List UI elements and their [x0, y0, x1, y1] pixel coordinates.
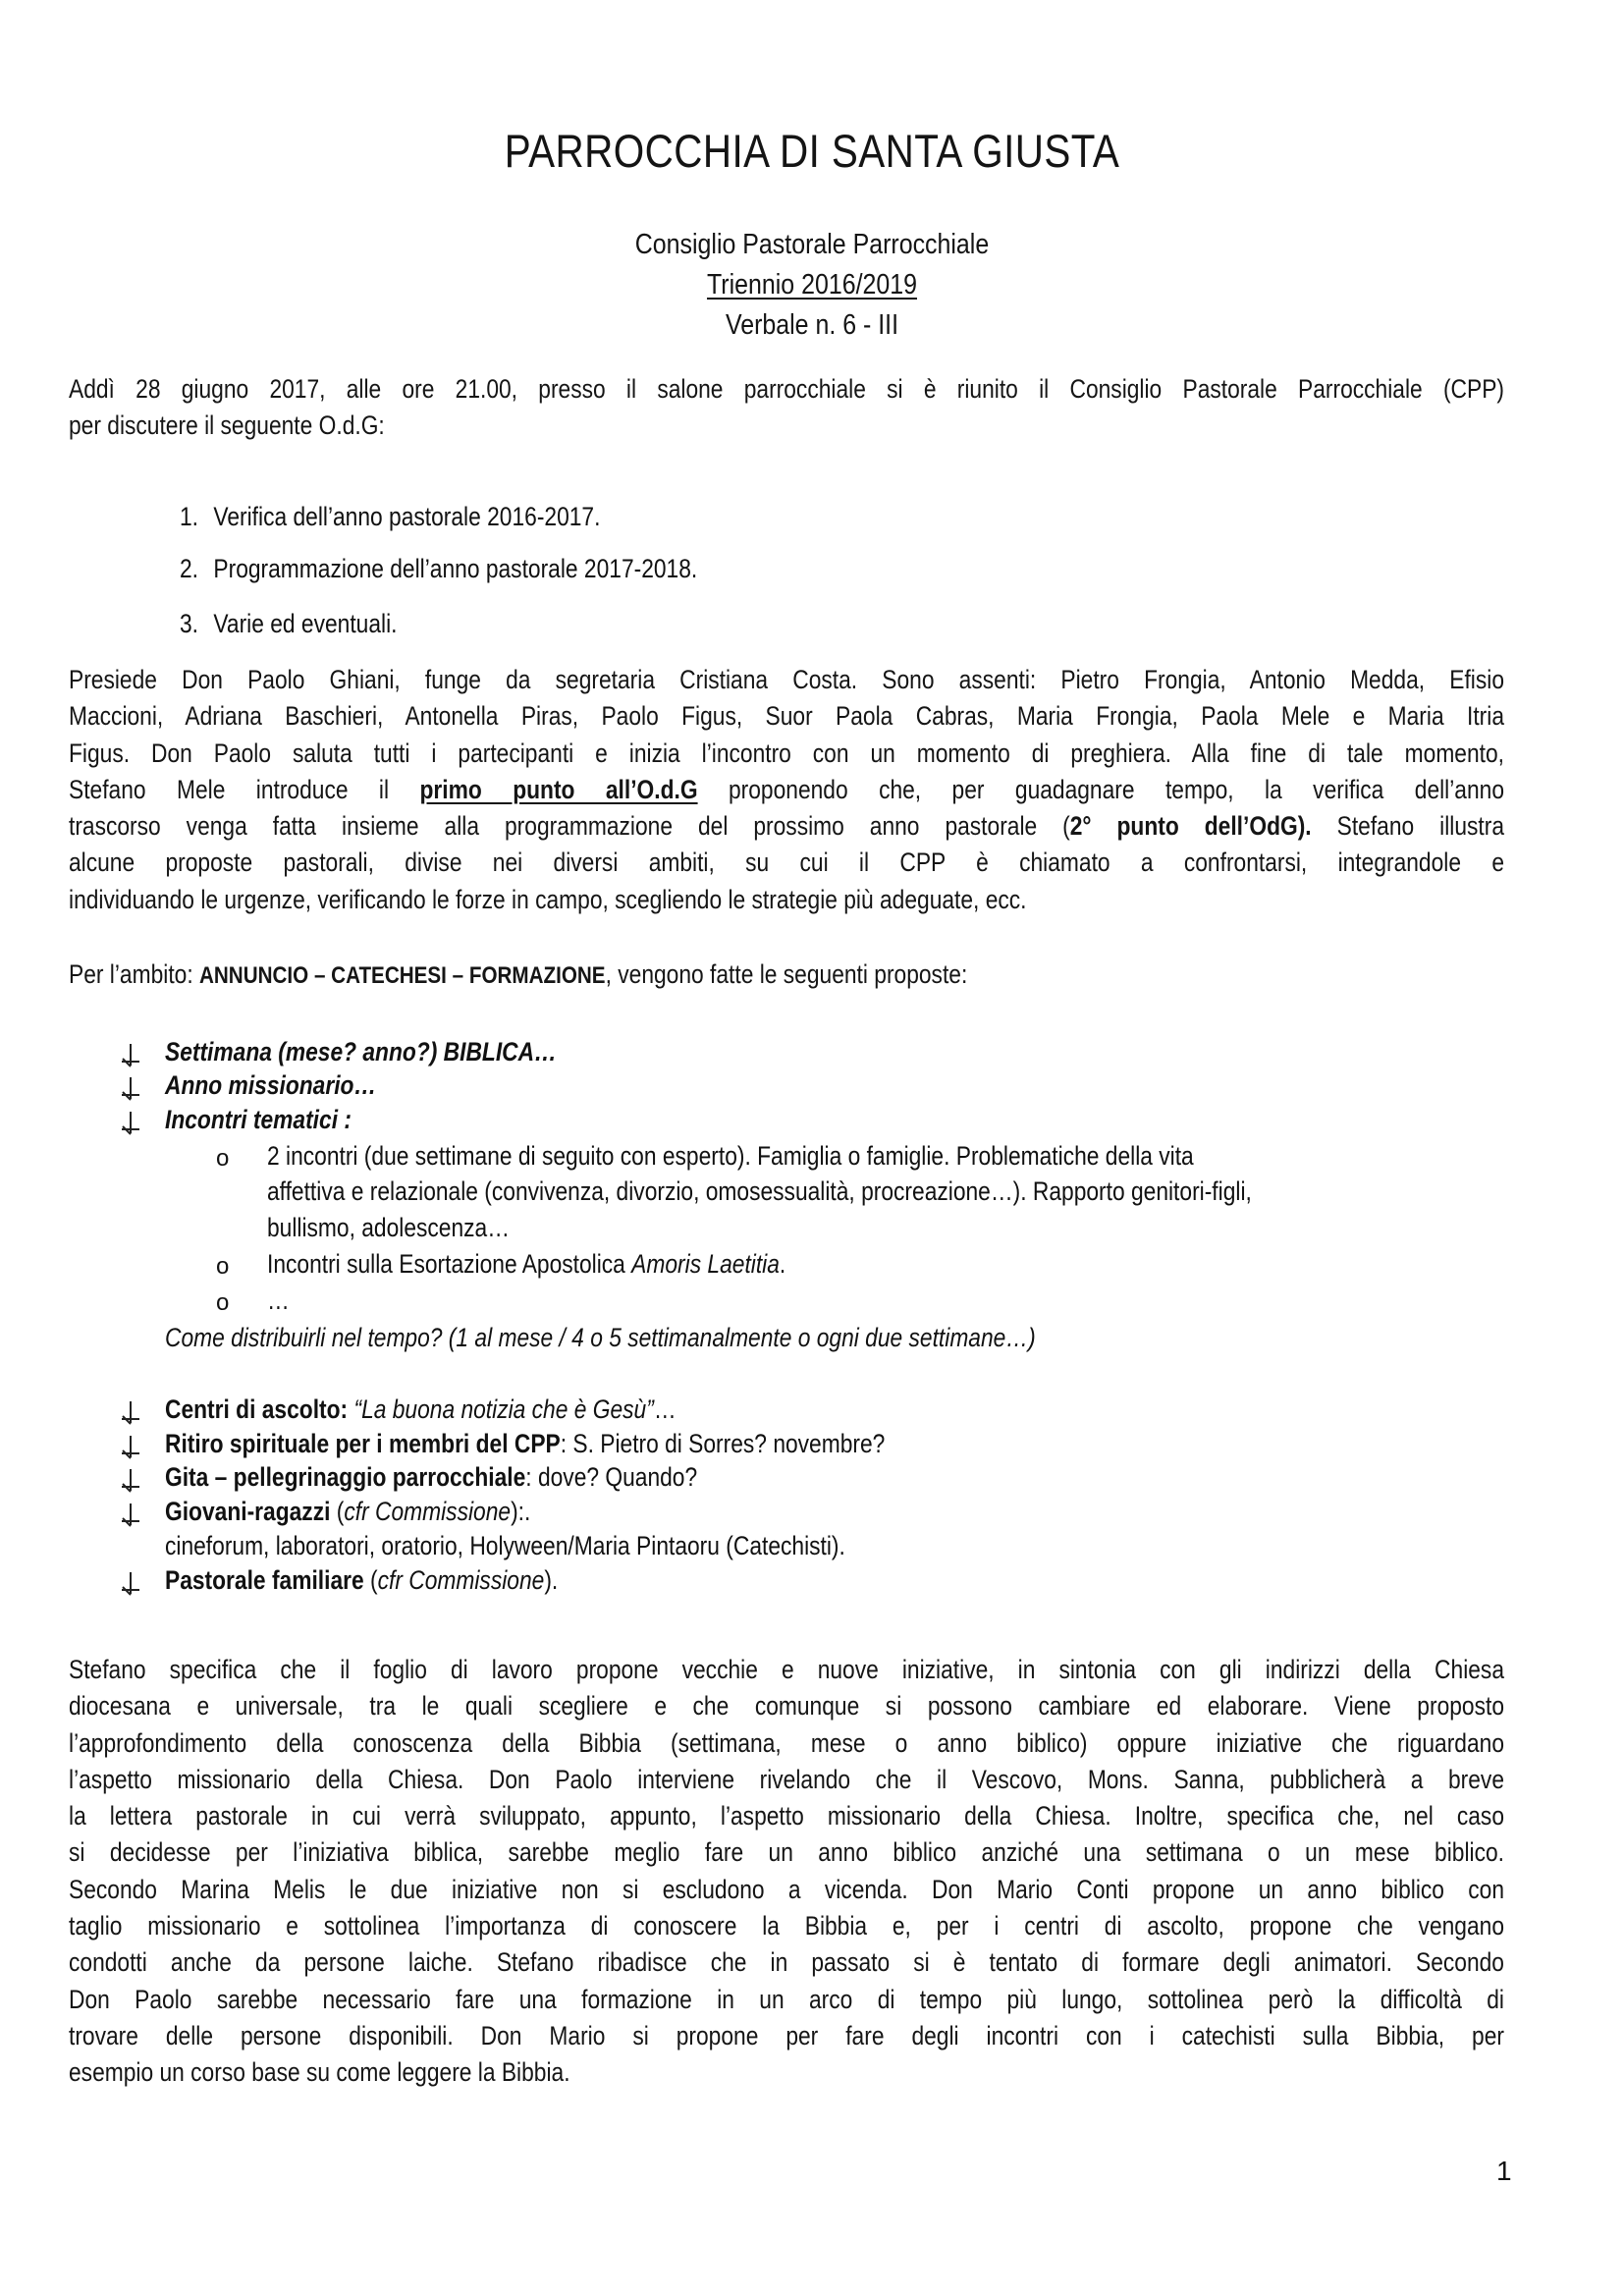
- hollow-circle-bullet-icon: o: [216, 1289, 230, 1316]
- agenda-label: Varie ed eventuali.: [213, 609, 398, 638]
- triennium: [114, 269, 1510, 301]
- paragraph-line: l’approfondimento della conoscenza della Bibbia (settimana, mese o anno biblico) oppure iniziative che riguardano: [69, 1727, 1504, 1758]
- paragraph-line: Stefano specifica che il foglio di lavoro propone vecchie e nuove iniziative, in sintonia con gli indirizzi della Chiesa: [69, 1655, 1504, 1684]
- sub-item-line: …: [267, 1285, 290, 1315]
- proposal-item: [165, 1105, 352, 1135]
- agenda-item: [180, 609, 398, 639]
- first-agenda-point-emphasis: primo punto all’O.d.G: [419, 774, 698, 804]
- paragraph-line: Maccioni, Adriana Baschieri, Antonella Piras, Paolo Figus, Suor Paola Cabras, Maria Frongia, Paola Mele e Maria Itria: [69, 701, 1504, 732]
- text-run: : dove? Quando?: [525, 1462, 698, 1492]
- down-arrow-bullet-icon: [120, 1571, 141, 1597]
- paragraph-line: [69, 808, 1504, 845]
- proposal-item: [165, 1394, 677, 1425]
- agenda-label: Verifica dell’anno pastorale 2016-2017.: [213, 502, 601, 531]
- paragraph-line: diocesana e universale, tra le quali scegliere e che comunque si possono cambiare ed elaborare. Viene proposto: [69, 1691, 1504, 1722]
- proposal-item: [165, 1037, 557, 1067]
- paragraph-line: taglio missionario e sottolinea l’importanza di conoscere la Bibbia e, per i centri di ascolto, propone che vengano: [69, 1911, 1504, 1941]
- sub-item-line: affettiva e relazionale (convivenza, divorzio, omosessualità, procreazione…). Rapporto genitori-figli,: [267, 1176, 1252, 1206]
- paragraph-line: [69, 772, 1504, 808]
- ambito-name: ANNUNCIO – CATECHESI – FORMAZIONE: [198, 962, 606, 989]
- text-run: …: [653, 1394, 677, 1424]
- text-run: ).: [544, 1565, 559, 1595]
- hollow-circle-bullet-icon: o: [216, 1145, 230, 1172]
- hollow-circle-bullet-icon: o: [216, 1253, 230, 1280]
- paragraph-line: Don Paolo sarebbe necessario fare una formazione in un arco di tempo più lungo, sottolinea però la difficoltà di: [69, 1984, 1504, 2014]
- page-number: 1: [1496, 2156, 1512, 2186]
- proposal-label: Settimana (mese? anno?) BIBLICA…: [165, 1037, 557, 1066]
- text-run: Stefano illustra: [1311, 811, 1505, 842]
- text-run: , vengono fatte le seguenti proposte:: [605, 959, 968, 989]
- proposal-item: [165, 1462, 697, 1493]
- proposal-continuation: cineforum, laboratori, oratorio, Holyween/Maria Pintaoru (Catechisti).: [165, 1531, 845, 1560]
- down-arrow-bullet-icon: [120, 1111, 141, 1136]
- paragraph-line: l’aspetto missionario della Chiesa. Don Paolo interviene rivelando che il Vescovo, Mons. Sanna, pubblicherà a breve: [69, 1764, 1504, 1794]
- down-arrow-bullet-icon: [120, 1043, 141, 1068]
- proposal-item: [165, 1497, 530, 1527]
- text-run: proponendo che, per guadagnare tempo, la verifica dell’anno: [728, 774, 1505, 804]
- reference-italic: cfr Commissione: [344, 1497, 512, 1526]
- paragraph-line: esempio un corso base su come leggere la Bibbia.: [69, 2057, 570, 2088]
- intro-paragraph: [69, 371, 1504, 445]
- text-run: : S. Pietro di Sorres? novembre?: [560, 1429, 886, 1458]
- proposal-item: [165, 1565, 558, 1596]
- paragraph-line: Figus. Don Paolo saluta tutti i partecipanti e inizia l’incontro con un momento di preghiera. Alla fine di tale momento,: [69, 738, 1504, 768]
- down-arrow-bullet-icon: [120, 1503, 141, 1528]
- text-run: Incontri sulla Esortazione Apostolica: [267, 1249, 632, 1279]
- down-arrow-bullet-icon: [120, 1435, 141, 1460]
- paragraph-line: alcune proposte pastorali, divise nei diversi ambiti, su cui il CPP è chiamato a confrontarsi, integrandole e: [69, 847, 1504, 878]
- proposal-label: Giovani-ragazzi: [165, 1497, 331, 1526]
- proposal-label: Anno missionario…: [165, 1070, 377, 1100]
- triennium-text: Triennio 2016/2019: [706, 269, 918, 301]
- proposal-item: [165, 1429, 885, 1459]
- proposal-label: Ritiro spirituale per i membri del CPP: [165, 1429, 561, 1458]
- paragraph-line: la lettera pastorale in cui verrà sviluppato, appunto, l’aspetto missionario della Chiesa. Inoltre, specifica che, nel caso: [69, 1801, 1504, 1831]
- agenda-label: Programmazione dell’anno pastorale 2017-2018.: [213, 554, 698, 583]
- sub-item-line: 2 incontri (due settimane di seguito con esperto). Famiglia o famiglie. Problematiche della vita: [267, 1141, 1194, 1171]
- attendance-paragraph: [69, 662, 1504, 918]
- text-run: (: [330, 1497, 345, 1526]
- proposal-label: Gita – pellegrinaggio parrocchiale: [165, 1462, 526, 1492]
- paragraph-line: Secondo Marina Melis le due iniziative non si escludono a vicenda. Don Mario Conti propone un anno biblico con: [69, 1874, 1504, 1904]
- agenda-number: 1.: [180, 502, 199, 531]
- intro-line: per discutere il seguente O.d.G:: [69, 410, 385, 441]
- proposal-label: Centri di ascolto:: [165, 1394, 349, 1424]
- ambito-line: [69, 957, 1303, 994]
- distribution-note: [165, 1323, 1036, 1353]
- down-arrow-bullet-icon: [120, 1076, 141, 1102]
- reference-italic: cfr Commissione: [377, 1565, 545, 1595]
- parish-title: PARROCCHIA DI SANTA GIUSTA: [504, 125, 1120, 177]
- document-title-italic: Amoris Laetitia: [631, 1249, 780, 1279]
- agenda-item: [180, 502, 601, 532]
- paragraph-line: si decidesse per l’iniziativa biblica, sarebbe meglio fare un anno biblico anziché una settimana o un mese biblico.: [69, 1837, 1504, 1868]
- text-run: trascorso venga fatta insieme alla programmazione del prossimo anno pastorale (: [69, 811, 1070, 842]
- down-arrow-bullet-icon: [120, 1468, 141, 1494]
- sub-item-line: [267, 1249, 785, 1280]
- second-agenda-point-emphasis: 2° punto dell’OdG).: [1069, 811, 1312, 842]
- proposal-item: [165, 1070, 376, 1101]
- agenda-item: [180, 554, 698, 584]
- agenda-number: 2.: [180, 554, 199, 583]
- paragraph-line: trovare delle persone disponibili. Don Mario si propone per fare degli incontri con i catechisti sulla Bibbia, per: [69, 2020, 1504, 2050]
- sub-item-line: bullismo, adolescenza…: [267, 1213, 511, 1242]
- intro-line: Addì 28 giugno 2017, alle ore 21.00, presso il salone parrocchiale si è riunito il Consiglio Pastorale Parrocchiale (CPP): [69, 374, 1504, 404]
- discussion-paragraph: [69, 1652, 1504, 2092]
- text-run: Per l’ambito:: [69, 959, 199, 989]
- minutes-number: Verbale n. 6 - III: [725, 309, 899, 341]
- text-run: Stefano Mele introduce il: [69, 774, 390, 804]
- proposal-label: Incontri tematici :: [165, 1105, 352, 1134]
- paragraph-line: Presiede Don Paolo Ghiani, funge da segretaria Cristiana Costa. Sono assenti: Pietro Frongia, Antonio Medda, Efisio: [69, 665, 1504, 694]
- council-name: Consiglio Pastorale Parrocchiale: [634, 229, 990, 260]
- note-text: Come distribuirli nel tempo? (1 al mese / 4 o 5 settimanalmente o ogni due settimane…): [165, 1323, 1036, 1352]
- text-run: .: [779, 1249, 786, 1279]
- proposal-quote: “La buona notizia che è Gesù”: [348, 1394, 654, 1424]
- proposal-label: Pastorale familiare: [165, 1565, 364, 1595]
- text-run: ):.: [511, 1497, 531, 1526]
- agenda-number: 3.: [180, 609, 199, 638]
- down-arrow-bullet-icon: [120, 1400, 141, 1426]
- paragraph-line: individuando le urgenze, verificando le forze in campo, scegliendo le strategie più adeguate, ecc.: [69, 884, 1027, 914]
- paragraph-line: condotti anche da persone laiche. Stefano ribadisce che in passato si è tentato di formare degli animatori. Secondo: [69, 1947, 1504, 1978]
- text-run: (: [363, 1565, 378, 1595]
